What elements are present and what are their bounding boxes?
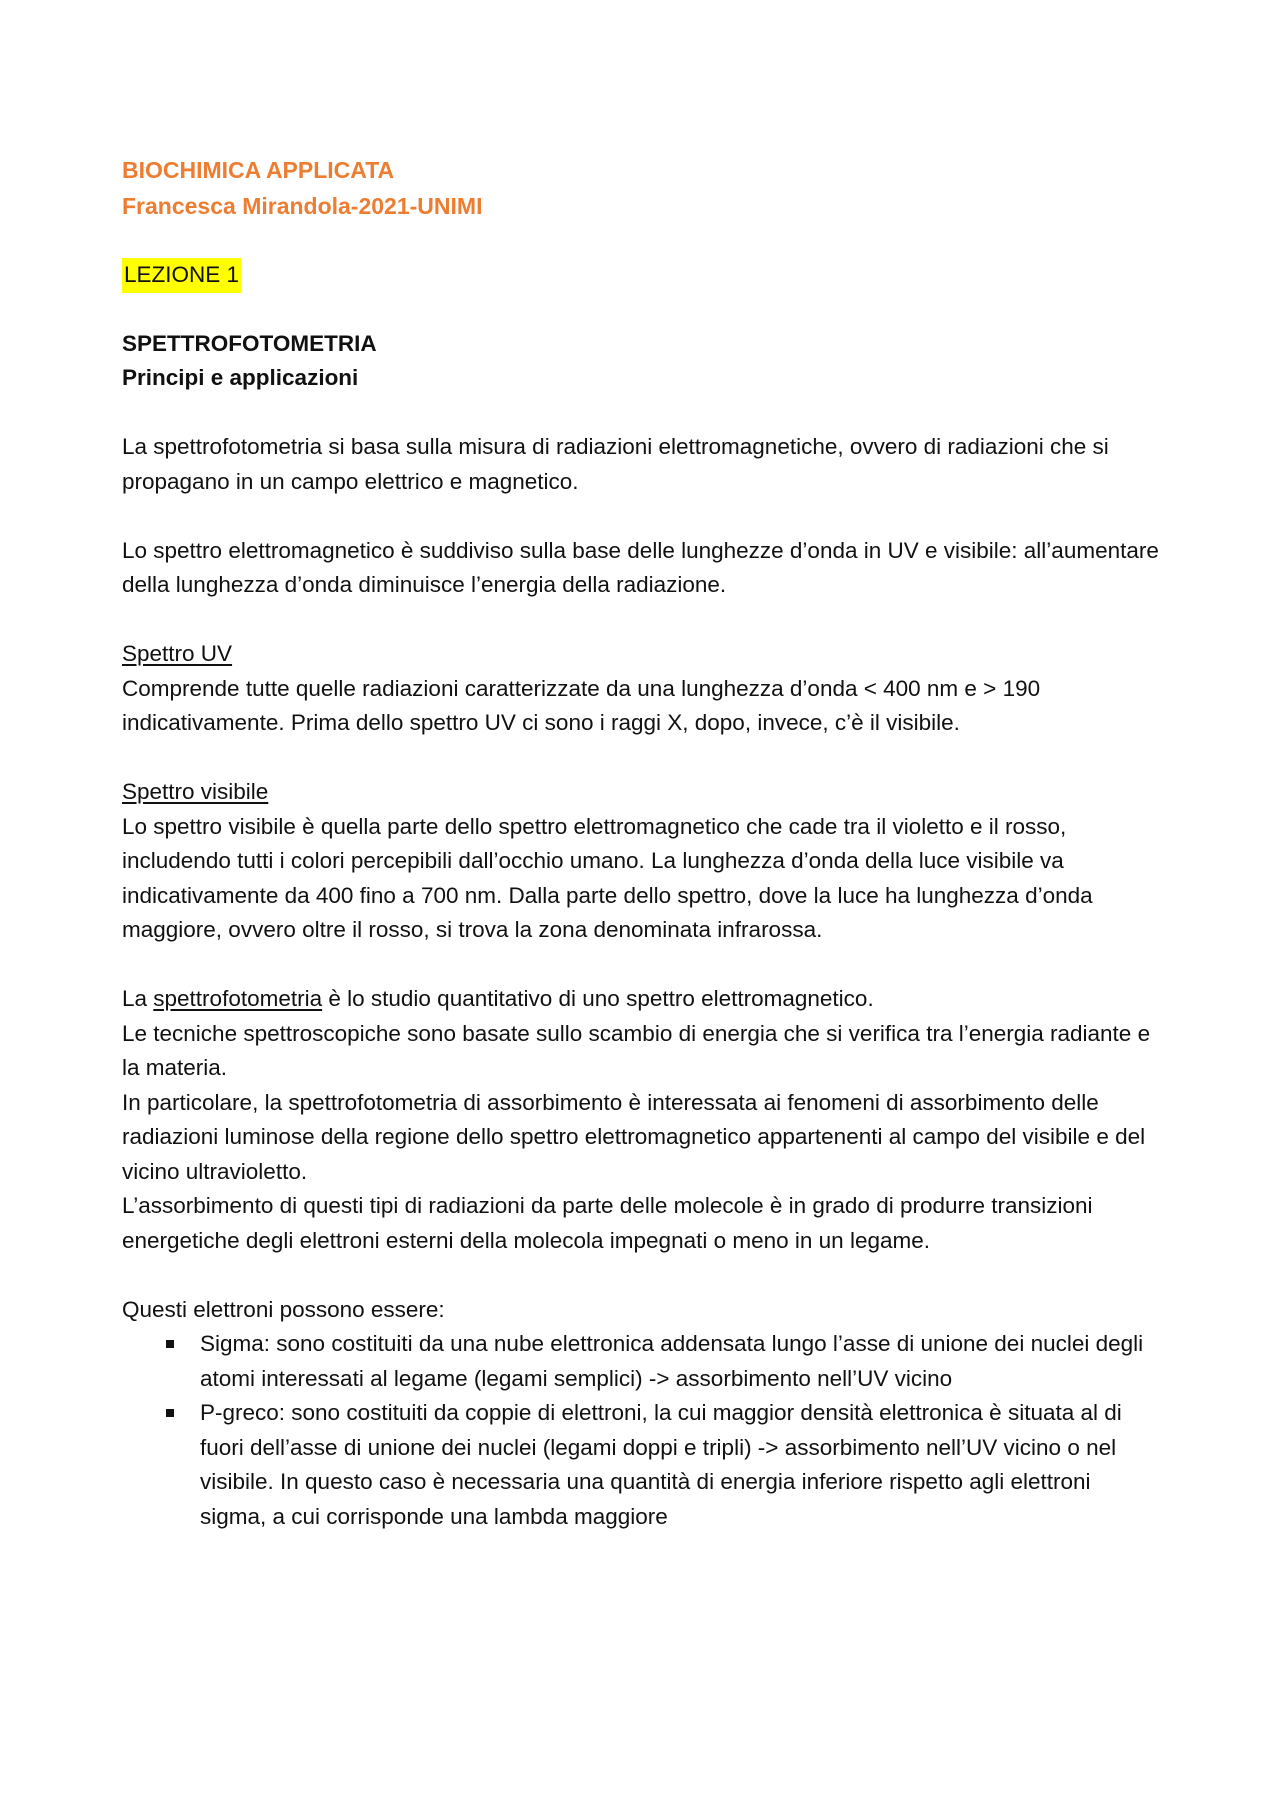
electrons-intro: Questi elettroni possono essere: xyxy=(122,1296,445,1322)
electrons-list xyxy=(122,1327,1162,1534)
section-subtitle: Principi e applicazioni xyxy=(122,365,359,390)
list-item xyxy=(200,1327,1162,1396)
uv-text: Comprende tutte quelle radiazioni caratterizzate da una lunghezza d’onda < 400 nm e > 190 indicativamente. Prima dello spettro UV ci sono i raggi X, dopo, invece, c’è il visibile. xyxy=(122,675,1041,735)
list-item-text: Sigma: sono costituiti da una nube elettronica addensata lungo l’asse di unione dei nuclei degli atomi interessati al legame (legami semplici) -> assorbimento nell’UV vicino xyxy=(200,1331,1144,1391)
paragraph-spectrum: Lo spettro elettromagnetico è suddiviso sulla base delle lunghezze d’onda in UV e visibile: all’aumentare della lunghezza d’onda diminuisce l’energia della radiazione. xyxy=(122,537,1159,597)
definition-term: spettrofotometria xyxy=(153,986,323,1011)
definition-line xyxy=(122,982,1162,1017)
visible-heading: Spettro visibile xyxy=(122,779,269,804)
paragraph-intro: La spettrofotometria si basa sulla misura di radiazioni elettromagnetiche, ovvero di radiazioni che si propagano in un campo elettrico e magnetico. xyxy=(122,434,1109,494)
course-title: BIOCHIMICA APPLICATA xyxy=(122,157,395,183)
definition-prefix: La xyxy=(122,986,154,1011)
visible-text: Lo spettro visibile è quella parte dello spettro elettromagnetico che cade tra il violetto e il rosso, includendo tutti i colori percepibili dall’occhio umano. La lunghezza d’onda della luce visibile va indicativamente da 400 fino a 700 nm. Dalla parte dello spettro, dove la luce ha lunghezza d’onda maggiore, ovvero oltre il rosso, si trova la zona denominata infrarossa. xyxy=(122,813,1093,942)
uv-heading: Spettro UV xyxy=(122,641,233,666)
author-line: Francesca Mirandola-2021-UNIMI xyxy=(122,193,483,219)
definition-line-3: In particolare, la spettrofotometria di assorbimento è interessata ai fenomeni di assorbimento delle radiazioni luminose della regione dello spettro elettromagnetico appartenenti al campo del visibile e del vicino ultravioletto. xyxy=(122,1089,1146,1184)
list-item-text: P-greco: sono costituiti da coppie di elettroni, la cui maggior densità elettronica è situata al di fuori dell’asse di unione dei nuclei (legami doppi e tripli) -> assorbimento nell’UV vicino o nel visibile. In questo caso è necessaria una quantità di energia inferiore rispetto agli elettroni sigma, a cui corrisponde una lambda maggiore xyxy=(200,1400,1122,1529)
square-bullet-icon xyxy=(166,1340,174,1348)
definition-line-2: Le tecniche spettroscopiche sono basate sullo scambio di energia che si verifica tra l’energia radiante e la materia. xyxy=(122,1020,1151,1080)
lesson-label: LEZIONE 1 xyxy=(122,258,241,293)
definition-suffix: è lo studio quantitativo di uno spettro elettromagnetico. xyxy=(322,986,874,1011)
definition-line-4: L’assorbimento di questi tipi di radiazioni da parte delle molecole è in grado di produrre transizioni energetiche degli elettroni esterni della molecola impegnati o meno in un legame. xyxy=(122,1193,1093,1253)
list-item xyxy=(200,1396,1162,1534)
document-content xyxy=(122,152,1162,1534)
square-bullet-icon xyxy=(166,1409,174,1417)
section-title: SPETTROFOTOMETRIA xyxy=(122,330,377,356)
